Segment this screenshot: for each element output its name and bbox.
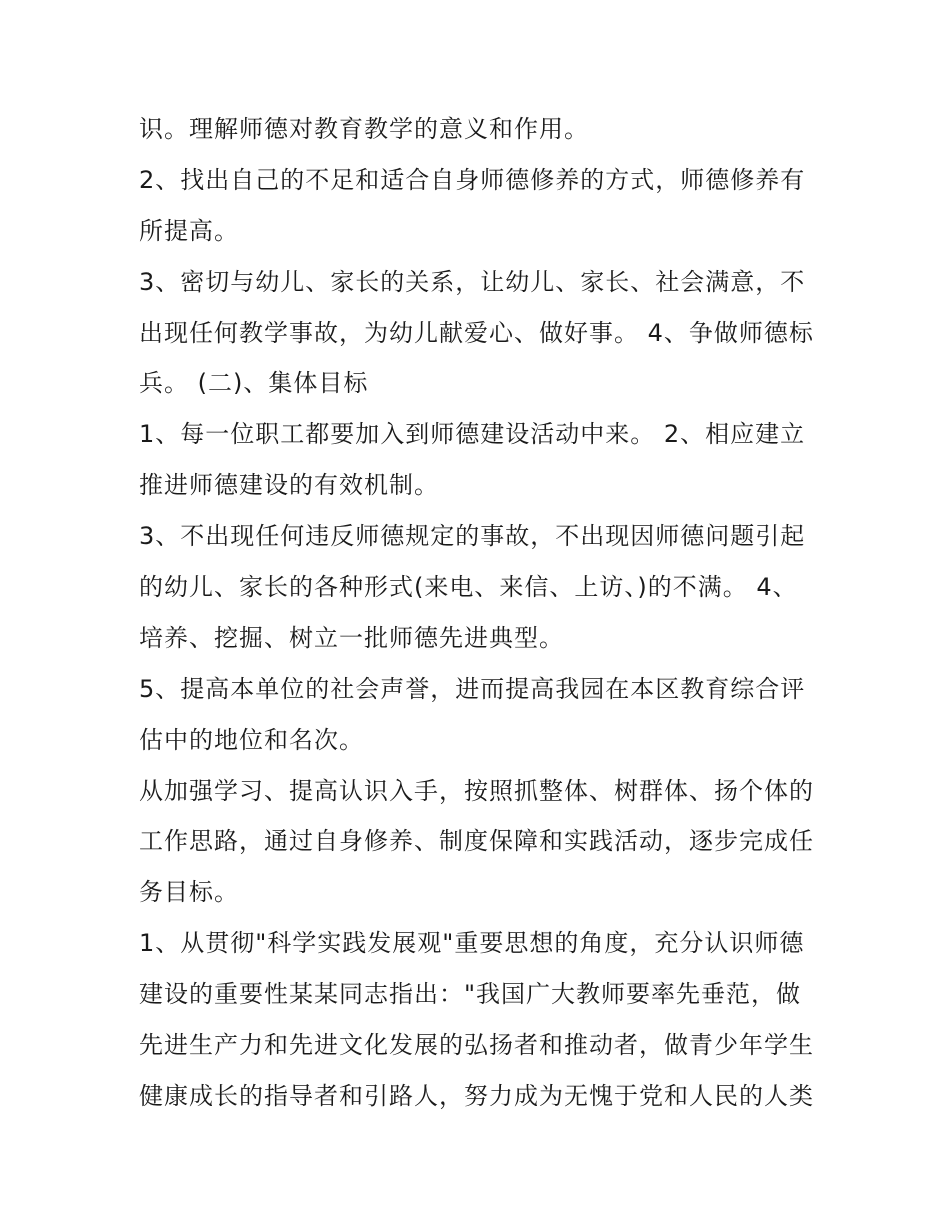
- text-line: 从加强学习、提高认识入手，按照抓整体、树群体、扬个体的: [139, 776, 814, 805]
- text-line: 健康成长的指导者和引路人，努力成为无愧于党和人民的人类: [139, 1081, 814, 1110]
- text-line: 3、不出现任何违反师德规定的事故，不出现因师德问题引起: [139, 522, 806, 551]
- text-line: 兵。 (二)、集体目标: [139, 369, 369, 398]
- text-line: 推进师德建设的有效机制。: [139, 471, 439, 500]
- text-line: 务目标。: [139, 878, 239, 907]
- text-line: 出现任何教学事故，为幼儿献爱心、做好事。 4、争做师德标: [139, 318, 814, 347]
- text-line: 5、提高本单位的社会声誉，进而提高我园在本区教育综合评: [139, 674, 806, 703]
- text-line: 1、每一位职工都要加入到师德建设活动中来。 2、相应建立: [139, 420, 806, 449]
- text-line: 估中的地位和名次。: [139, 725, 364, 754]
- text-line: 所提高。: [139, 216, 239, 245]
- text-line: 工作思路，通过自身修养、制度保障和实践活动，逐步完成任: [139, 827, 814, 856]
- text-line: 1、从贯彻"科学实践发展观"重要思想的角度，充分认识师德: [139, 929, 805, 958]
- document-body: [139, 104, 829, 1122]
- text-line: 的幼儿、家长的各种形式(来电、来信、上访、)的不满。 4、: [139, 573, 798, 602]
- text-line: 识。理解师德对教育教学的意义和作用。: [139, 115, 589, 143]
- text-line: 2、找出自己的不足和适合自身师德修养的方式，师德修养有: [139, 165, 806, 194]
- text-line: 建设的重要性某某同志指出："我国广大教师要率先垂范，做: [139, 980, 802, 1009]
- text-line: 先进生产力和先进文化发展的弘扬者和推动者，做青少年学生: [139, 1031, 814, 1060]
- text-line: 3、密切与幼儿、家长的关系，让幼儿、家长、社会满意，不: [139, 267, 806, 296]
- text-line: 培养、挖掘、树立一批师德先进典型。: [139, 623, 564, 652]
